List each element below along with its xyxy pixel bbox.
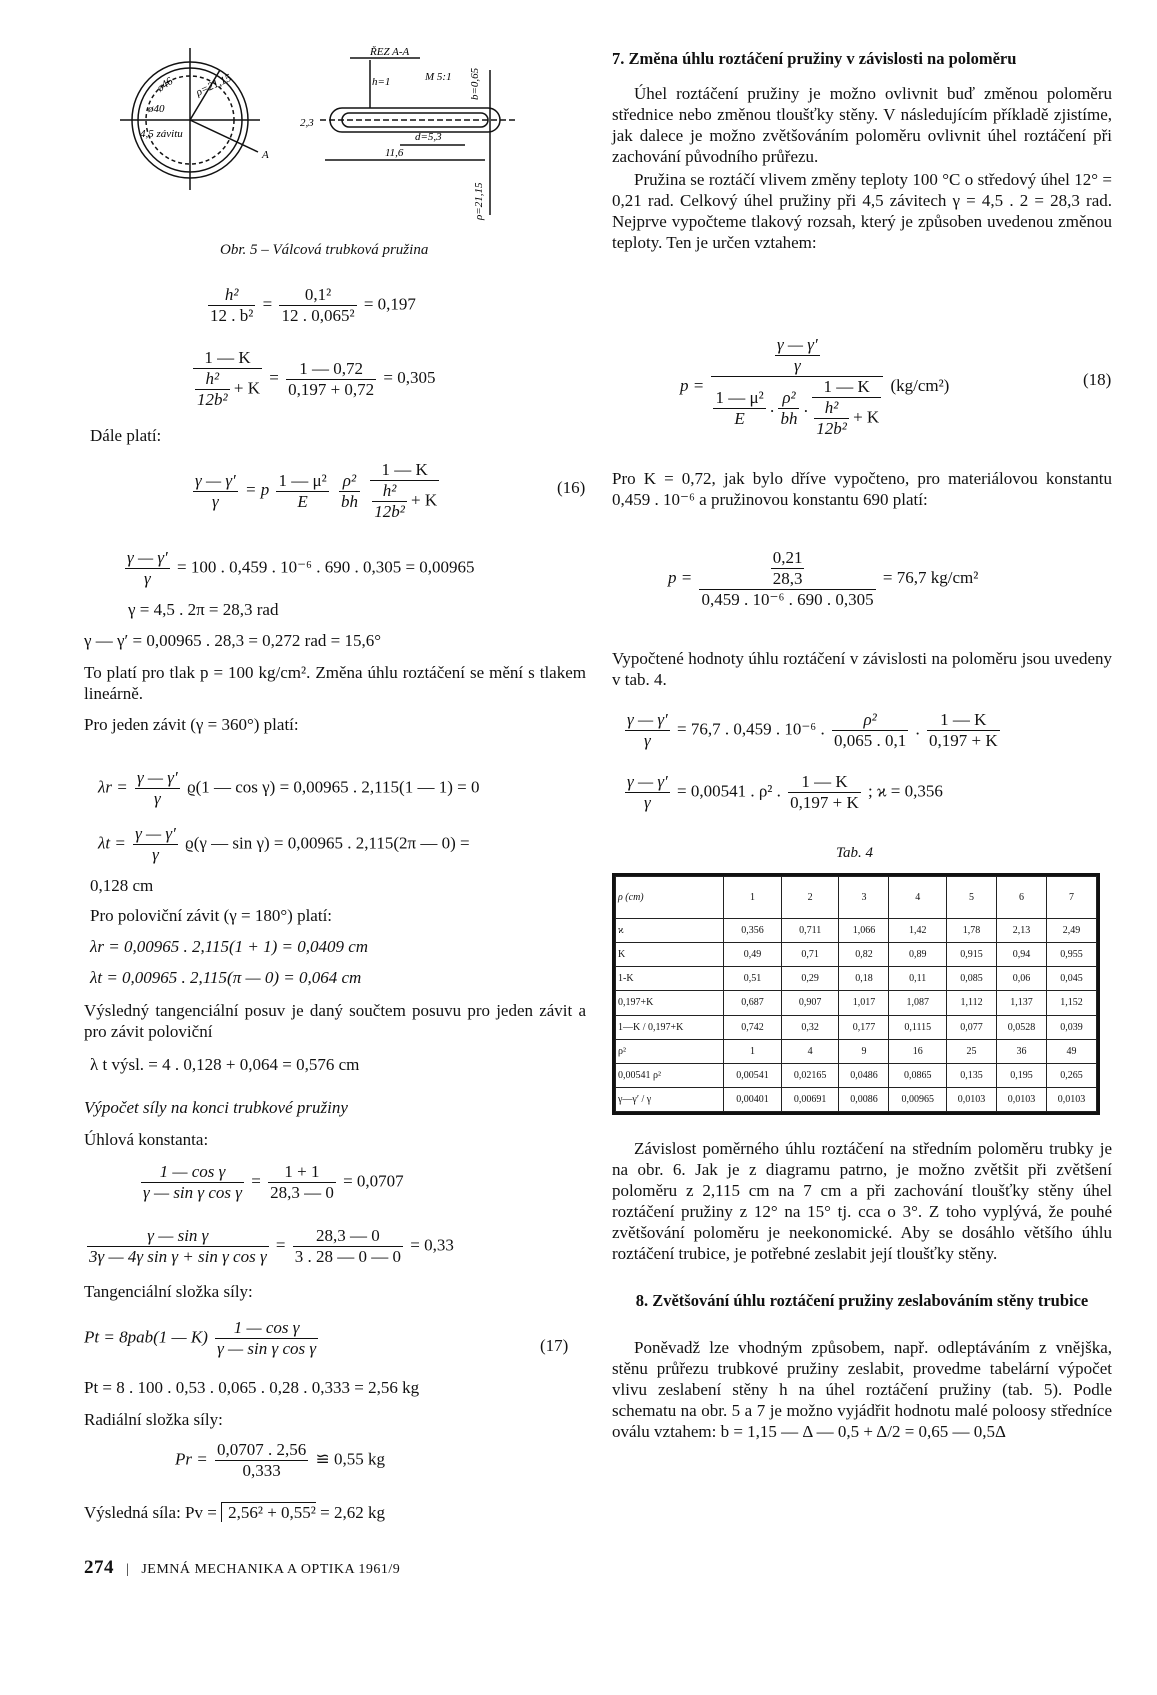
table-cell: 0,907 xyxy=(781,991,839,1015)
table-cell: ϰ xyxy=(616,919,724,943)
table-row xyxy=(616,991,1097,1015)
table-cell: 0,49 xyxy=(724,943,782,967)
table-row xyxy=(616,1063,1097,1087)
figure-caption: Obr. 5 – Válcová trubková pružina xyxy=(220,242,429,258)
table-cell: 0,00401 xyxy=(724,1087,782,1111)
table-cell: 0,0103 xyxy=(1046,1087,1096,1111)
table-header-cell: 7 xyxy=(1046,877,1096,919)
eq-gamma-diff: γ — γ′ = 0,00965 . 28,3 = 0,272 rad = 15,6° xyxy=(84,631,382,650)
table-cell: 1,42 xyxy=(889,919,947,943)
table-cell: 1,017 xyxy=(839,991,889,1015)
heading-section-8: 8. Zvětšování úhlu roztáčení pružiny zeslabováním stěny trubice xyxy=(635,1291,1089,1310)
table-row xyxy=(616,1039,1097,1063)
table-cell: 0,955 xyxy=(1046,943,1096,967)
fig-dim-rho: ρ=21,15 xyxy=(194,72,234,99)
table-cell: 0,687 xyxy=(724,991,782,1015)
eq-lambda-t: λt = $\frac{\gamma — \gamma'}{\gamma}$ ϱ(γ — sin γ) = 0,00965 . 2,115(2π — 0) = xyxy=(98,824,470,864)
table-cell: 0,00691 xyxy=(781,1087,839,1111)
table-cell: 1,087 xyxy=(889,991,947,1015)
eq-18: p = $\frac{\gamma — \gamma'}{\gamma}$ $\frac{\text{1 — μ²}}{E}$ . $\frac{\text{ρ²}}{bh}$ . 1 — K $\frac{\text{h²}}{\text{12b²}}$ + K (kg/cm²) xyxy=(680,335,950,438)
table-cell: 4 xyxy=(781,1039,839,1063)
para-pressure: To platí pro tlak p = 100 kg/cm². Změna úhlu roztáčení se mění s tlakem lineárně. xyxy=(84,663,586,703)
table-cell: 25 xyxy=(947,1039,997,1063)
fig-dim-d-inner: ø40 xyxy=(148,103,165,115)
para-radius-intro: Úhel roztáčení pružiny je možno ovlivnit buď změnou poloměru střednice nebo změnou tloušťky stěny. V následujícím příkladě zjistíme, jak dalece je možno zvětšováním poloměru ovlivnit úhel roztáčení při zachování původního průřezu. xyxy=(612,84,1112,166)
eq-pt-value: Pt = 8 . 100 . 0,53 . 0,065 . 0,28 . 0,333 = 2,56 kg xyxy=(84,1378,420,1397)
table-cell: 0,1115 xyxy=(889,1015,947,1039)
table-cell: 49 xyxy=(1046,1039,1096,1063)
eq-half-lambda-r: λr = 0,00965 . 2,115(1 + 1) = 0,0409 cm xyxy=(90,937,369,956)
table-cell: 0,0486 xyxy=(839,1063,889,1087)
table-cell: 36 xyxy=(997,1039,1047,1063)
para-material-constant: Pro K = 0,72, jak bylo dříve vypočteno, pro materiálovou konstantu 0,459 . 10⁻⁶ a pružinovou konstantu 690 platí: xyxy=(612,469,1112,509)
table-row xyxy=(616,967,1097,991)
table-cell: 0,177 xyxy=(839,1015,889,1039)
table-cell: 0,356 xyxy=(724,919,782,943)
footer-separator: | xyxy=(126,1562,130,1577)
table-cell: 0,197+K xyxy=(616,991,724,1015)
eq-17-number: (17) xyxy=(540,1336,569,1355)
eq-p-value: p = $\frac{\frac{0,21}{28,3}}{\text{0,459 . 10⁻⁶ . 690 . 0,305}}$ = 76,7 kg/cm² xyxy=(668,548,979,609)
fig-dim-d-outer: ø46 xyxy=(154,75,176,95)
table-row xyxy=(616,919,1097,943)
para-table-ref: Vypočtené hodnoty úhlu roztáčení v závislosti na poloměru jsou uvedeny v tab. 4. xyxy=(612,649,1112,689)
table-cell: 0,915 xyxy=(947,943,997,967)
journal-name: JEMNÁ MECHANIKA A OPTIKA 1961/9 xyxy=(141,1562,401,1577)
eq-16: $\frac{\gamma — \gamma'}{\gamma}$ = p $\frac{\text{1 — μ²}}{E}$ $\frac{\text{ρ²}}{bh}$ 1 — K $\frac{\text{h²}}{\text{12b²}}$ + K xyxy=(195,460,438,521)
table-cell: 0,0103 xyxy=(947,1087,997,1111)
table-caption: Tab. 4 xyxy=(836,845,873,861)
table-cell: 0,51 xyxy=(724,967,782,991)
eq-pr: Pr = $\frac{0,0707 . 2,56}{0,333}$ ≌ 0,55 kg xyxy=(175,1440,385,1480)
table-4-frame xyxy=(612,873,1100,1115)
eq-ratio-simplified: $\frac{\gamma — \gamma'}{\gamma}$ = 0,00541 . ρ² . $\frac{1 — K}{0,197 + K}$ ; ϰ = 0,356 xyxy=(627,772,943,812)
right-column xyxy=(612,48,1112,253)
table-cell: 0,0103 xyxy=(997,1087,1047,1111)
text-radial-force: Radiální složka síly: xyxy=(84,1410,223,1429)
table-cell: 0,045 xyxy=(1046,967,1096,991)
table-row xyxy=(616,1015,1097,1039)
table-row xyxy=(616,943,1097,967)
table-cell: 0,077 xyxy=(947,1015,997,1039)
para-half-turn: Pro poloviční závit (γ = 180°) platí: xyxy=(90,906,333,925)
table-header-cell: 4 xyxy=(889,877,947,919)
eq-h2-ratio: $\frac{\text{h²}}{\text{12 . b²}}$ = $\frac{\text{0,1²}}{\text{12 . 0,065²}}$ = 0,197 xyxy=(210,285,416,325)
table-header-cell: 3 xyxy=(839,877,889,919)
table-cell: K xyxy=(616,943,724,967)
table-header-cell: 5 xyxy=(947,877,997,919)
table-cell: 0,71 xyxy=(781,943,839,967)
fig-dim-116: 11,6 xyxy=(385,147,404,159)
fig-section-label: ŘEZ A-A xyxy=(370,46,410,58)
table-header-cell: 6 xyxy=(997,877,1047,919)
table-cell: 0,00965 xyxy=(889,1087,947,1111)
table-cell: 0,82 xyxy=(839,943,889,967)
para-radius-dependence: Závislost poměrného úhlu roztáčení na středním poloměru trubky je na obr. 6. Jak je z diagramu patrno, je možno zvětšit při zvětšení poloměru z 2,115 cm na 7 cm a při zachování tloušťky stěny úhel roztáčení pružiny z 12° na 15° tj. cca o 3°. Z toho vyplývá, že pouhé zvětšování poloměru je neekonomické. Aby se dosáhlo většího úhlu roztáčení trubice, je potřebné zeslabit její tloušťky stěny. xyxy=(612,1139,1112,1263)
para-tangential-shift: Výsledný tangenciální posuv je daný součtem posuvu pro jeden závit a pro závit poloviční xyxy=(84,1001,586,1041)
heading-section-7: 7. Změna úhlu roztáčení pružiny v závislosti na poloměru xyxy=(612,49,1017,68)
fig-dim-23: 2,3 xyxy=(300,117,314,129)
eq-gamma: γ = 4,5 . 2π = 28,3 rad xyxy=(128,600,279,619)
table-cell: 0,135 xyxy=(947,1063,997,1087)
table-cell: 1,152 xyxy=(1046,991,1096,1015)
table-cell: 0,039 xyxy=(1046,1015,1096,1039)
table-cell: ρ² xyxy=(616,1039,724,1063)
table-cell: 2,13 xyxy=(997,919,1047,943)
right-column-lower xyxy=(612,1138,1112,1442)
table-cell: 0,18 xyxy=(839,967,889,991)
eq-17: Pt = 8pab(1 — K) $\frac{\text{1 — cos γ}}{\text{γ — sin γ cos γ}}$ xyxy=(84,1318,317,1358)
table-cell: 0,085 xyxy=(947,967,997,991)
fig-dim-d53: d=5,3 xyxy=(415,131,442,143)
fig-dim-b065: b=0,65 xyxy=(469,67,481,100)
eq-pv: Výsledná síla: Pv = 2,56² + 0,55² = 2,62 kg xyxy=(84,1503,385,1522)
eq-lambda-total: λ t výsl. = 4 . 0,128 + 0,064 = 0,576 cm xyxy=(90,1055,360,1074)
eq-angular-constant: $\frac{\text{1 — cos γ}}{\text{γ — sin γ cos γ}}$ = $\frac{1 + 1}{28,3 — 0}$ = 0,0707 xyxy=(143,1162,404,1202)
table-cell: 1 xyxy=(724,1039,782,1063)
table-cell: 1,066 xyxy=(839,919,889,943)
table-cell: 9 xyxy=(839,1039,889,1063)
subhead-force: Výpočet síly na konci trubkové pružiny xyxy=(84,1098,348,1117)
para-wall-thinning: Poněvadž lze vhodným způsobem, např. odleptáváním z vnějška, stěnu průřezu trubkové pružiny zeslabit, provedme tabelární výpočet vlivu zeslabení stěny h na úhel roztáčení pružiny (tab. 5). Podle schematu na obr. 5 a 7 je možno vyjádřit hodnotu malé poloosy středníce oválu vztahem: b = 1,15 — Δ — 0,5 + Δ/2 = 0,65 — 0,5Δ xyxy=(612,1338,1112,1441)
page-footer xyxy=(84,1557,400,1579)
text-tangential-force: Tangenciální složka síly: xyxy=(84,1282,253,1301)
table-header-cell: 1 xyxy=(724,877,782,919)
eq-18-number: (18) xyxy=(1083,370,1112,389)
eq-angular-constant-2: $\frac{\text{γ — sin γ}}{\text{3γ — 4γ sin γ + sin γ cos γ}}$ = $\frac{28,3 — 0}{3 . 28 — 0 — 0}$ = 0,33 xyxy=(89,1226,454,1266)
table-cell: γ—γ′ / γ xyxy=(616,1087,724,1111)
table-cell: 0,00541 ρ² xyxy=(616,1063,724,1087)
left-text-block-1 xyxy=(84,662,586,735)
table-cell: 0,711 xyxy=(781,919,839,943)
eq-lambda-t-result: 0,128 cm xyxy=(90,876,154,895)
para-one-turn: Pro jeden závit (γ = 360°) platí: xyxy=(84,715,299,734)
table-cell: 0,94 xyxy=(997,943,1047,967)
table-cell: 0,32 xyxy=(781,1015,839,1039)
table-header-row xyxy=(616,877,1097,919)
table-cell: 0,0086 xyxy=(839,1087,889,1111)
page-number: 274 xyxy=(84,1557,114,1578)
eq-ratio-value: $\frac{\gamma — \gamma'}{\gamma}$ = 100 . 0,459 . 10⁻⁶ . 690 . 0,305 = 0,00965 xyxy=(127,548,475,588)
table-cell: 0,265 xyxy=(1046,1063,1096,1087)
table-cell: 1-K xyxy=(616,967,724,991)
table-cell: 0,0865 xyxy=(889,1063,947,1087)
table-header-cell: 2 xyxy=(781,877,839,919)
text-dale-plati: Dále platí: xyxy=(90,426,162,445)
table-cell: 0,0528 xyxy=(997,1015,1047,1039)
figure-tube-spring xyxy=(120,40,550,230)
table-cell: 1—K / 0,197+K xyxy=(616,1015,724,1039)
eq-ratio-rho: $\frac{\gamma — \gamma'}{\gamma}$ = 76,7 . 0,459 . 10⁻⁶ . $\frac{\text{ρ²}}{0,065 . 0,1}$ . $\frac{1 — K}{0,197 + K}$ xyxy=(627,710,998,750)
fig-marker-a: A xyxy=(262,149,269,161)
eq-half-lambda-t: λt = 0,00965 . 2,115(π — 0) = 0,064 cm xyxy=(90,968,362,987)
eq-16-number: (16) xyxy=(557,478,586,497)
fig-scale: M 5:1 xyxy=(425,71,452,83)
table-cell: 2,49 xyxy=(1046,919,1096,943)
eq-k-ratio: 1 — K $\frac{\text{h²}}{\text{12b²}}$ + K = $\frac{1 — 0,72}{0,197 + 0,72}$ = 0,305 xyxy=(190,348,436,410)
table-cell: 0,29 xyxy=(781,967,839,991)
eq-lambda-r: λr = $\frac{\gamma — \gamma'}{\gamma}$ ϱ(1 — cos γ) = 0,00965 . 2,115(1 — 1) = 0 xyxy=(98,768,480,808)
table-cell: 0,06 xyxy=(997,967,1047,991)
table-cell: 0,742 xyxy=(724,1015,782,1039)
fig-dim-h1: h=1 xyxy=(372,76,391,88)
table-cell: 0,11 xyxy=(889,967,947,991)
table-cell: 0,195 xyxy=(997,1063,1047,1087)
table-cell: 1,137 xyxy=(997,991,1047,1015)
table-cell: 0,02165 xyxy=(781,1063,839,1087)
table-cell: 0,89 xyxy=(889,943,947,967)
table-row xyxy=(616,1087,1097,1111)
fig-turns: 4,5 závitu xyxy=(140,128,183,140)
table-4 xyxy=(615,876,1097,1112)
table-cell: 1,78 xyxy=(947,919,997,943)
fig-dim-rho2: ρ=21,15 xyxy=(473,182,485,220)
table-cell: 1,112 xyxy=(947,991,997,1015)
table-cell: 16 xyxy=(889,1039,947,1063)
table-header-cell: ρ (cm) xyxy=(616,877,724,919)
text-angular-constant: Úhlová konstanta: xyxy=(84,1130,209,1149)
table-cell: 0,00541 xyxy=(724,1063,782,1087)
para-temperature: Pružina se roztáčí vlivem změny teploty 100 °C o středový úhel 12° = 0,21 rad. Celkový úhel pružiny při 4,5 závitech γ = 4,5 . 2 = 28,3 rad. Nejprve vypočteme tlakový rozsah, který je způsoben uvedenou změnou teploty. Ten je určen vztahem: xyxy=(612,170,1112,252)
